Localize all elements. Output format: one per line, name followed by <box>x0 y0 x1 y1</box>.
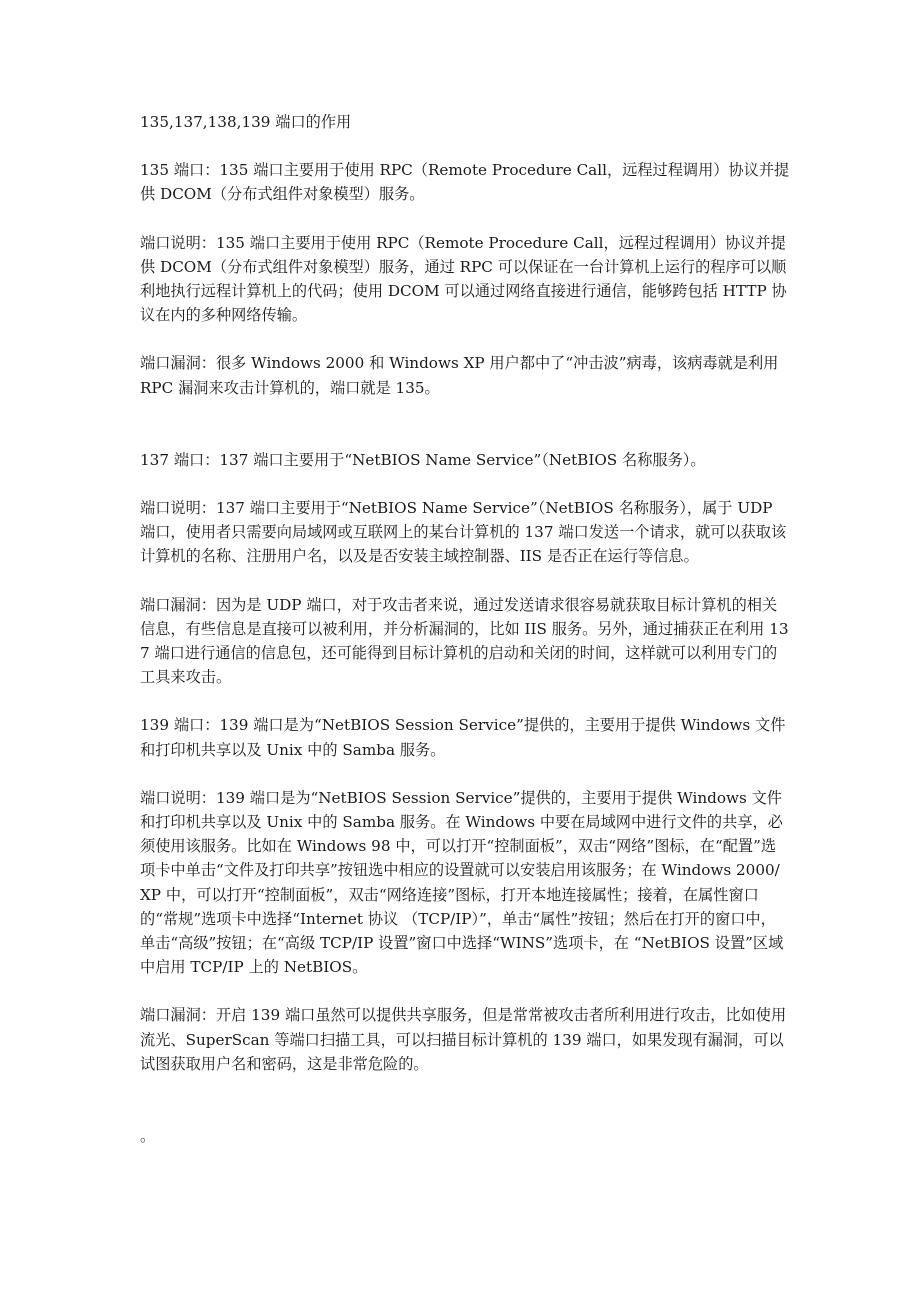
port-139-vulnerability: 端口漏洞：开启 139 端口虽然可以提供共享服务，但是常常被攻击者所利用进行攻击，比如使用流光、SuperScan 等端口扫描工具，可以扫描目标计算机的 139 端口，如果发现有漏洞，可以试图获取用户名和密码，这是非常危险的。 <box>140 1006 787 1073</box>
port-139-intro: 139 端口：139 端口是为“NetBIOS Session Service”提供的，主要用于提供 Windows 文件和打印机共享以及 Unix 中的 Samba 服务。 <box>140 716 786 759</box>
port-137-vulnerability: 端口漏洞：因为是 UDP 端口，对于攻击者来说，通过发送请求很容易就获取目标计算机的相关信息，有些信息是直接可以被利用，并分析漏洞的，比如 IIS 服务。另外，通过捕获正在利用 137 端口进行通信的信息包，还可能得到目标计算机的启动和关闭的时间，这样就可以利用专门的工具来攻击。 <box>140 595 789 687</box>
document-title: 135,137,138,139 端口的作用 <box>140 113 352 131</box>
document-body <box>140 110 790 1148</box>
port-135-vulnerability: 端口漏洞：很多 Windows 2000 和 Windows XP 用户都中了“冲击波”病毒，该病毒就是利用 RPC 漏洞来攻击计算机的，端口就是 135。 <box>140 354 779 397</box>
trailing-mark: 。 <box>140 1127 156 1146</box>
port-135-intro: 135 端口：135 端口主要用于使用 RPC（Remote Procedure Call，远程过程调用）协议并提供 DCOM（分布式组件对象模型）服务。 <box>140 161 790 204</box>
port-139-description: 端口说明：139 端口是为“NetBIOS Session Service”提供的，主要用于提供 Windows 文件和打印机共享以及 Unix 中的 Samba 服务。在 Windows 中要在局域网中进行文件的共享，必须使用该服务。比如在 Windows 98 中，可以打开“控制面板”，双击“网络”图标，在“配置”选项卡中单击“文件及打印共享”按钮选中相应的设置就可以安装启用该服务；在 Windows 2000/XP 中，可以打开“控制面板”，双击“网络连接”图标，打开本地连接属性；接着，在属性窗口的“常规”选项卡中选择“Internet 协议 （TCP/IP）”，单击“属性”按钮；然后在打开的窗口中，单击“高级”按钮；在“高级 TCP/IP 设置”窗口中选择“WINS”选项卡，在 “NetBIOS 设置”区域中启用 TCP/IP 上的 NetBIOS。 <box>140 788 784 977</box>
port-137-description: 端口说明：137 端口主要用于“NetBIOS Name Service”（NetBIOS 名称服务），属于 UDP 端口，使用者只需要向局域网或互联网上的某台计算机的 137 端口发送一个请求，就可以获取该计算机的名称、注册用户名，以及是否安装主域控制器、IIS 是否正在运行等信息。 <box>140 499 787 566</box>
port-135-description: 端口说明：135 端口主要用于使用 RPC（Remote Procedure Call，远程过程调用）协议并提供 DCOM（分布式组件对象模型）服务，通过 RPC 可以保证在一台计算机上运行的程序可以顺利地执行远程计算机上的代码；使用 DCOM 可以通过网络直接进行通信，能够跨包括 HTTP 协议在内的多种网络传输。 <box>140 233 787 325</box>
port-137-intro: 137 端口：137 端口主要用于“NetBIOS Name Service”（NetBIOS 名称服务）。 <box>140 450 706 469</box>
